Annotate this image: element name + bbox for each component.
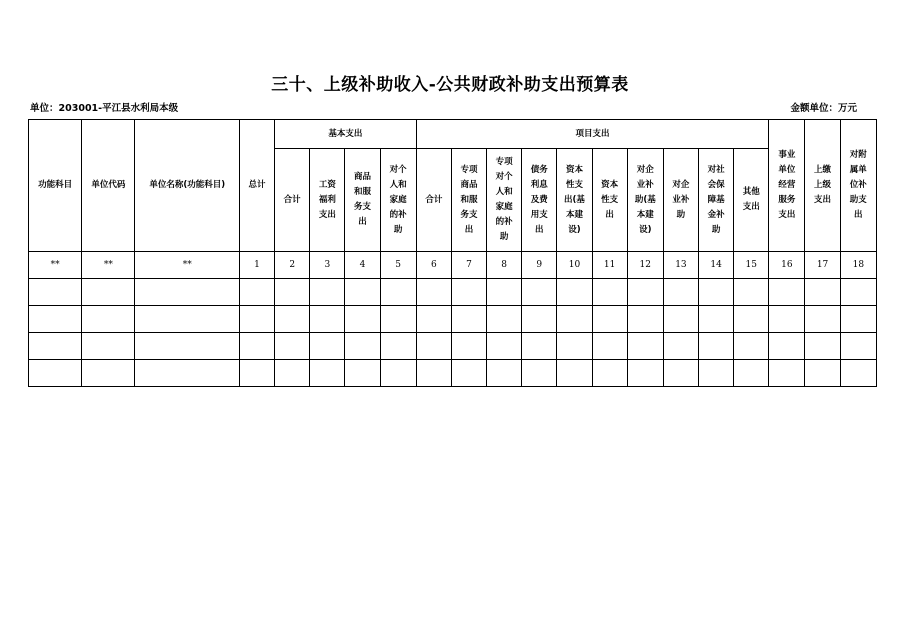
header-project-social-security	[699, 149, 734, 252]
header-business	[769, 120, 805, 252]
budget-table	[28, 119, 877, 387]
header-project-enterprise-construction	[627, 149, 663, 252]
header-project-social-security-text: 对社会保障基金补助	[707, 164, 725, 235]
header-basic-total-text: 合计	[283, 194, 301, 205]
header-affiliated	[840, 120, 876, 252]
header-project-capital-construction-text: 资本性支出(基本建设)	[564, 164, 585, 235]
index-cell: 18	[840, 252, 876, 279]
header-basic-group: 基本支出	[275, 120, 417, 149]
header-basic-goods	[345, 149, 380, 252]
header-project-debt	[522, 149, 557, 252]
unit-label: 单位：203001-平江县水利局本级	[30, 103, 179, 114]
header-func-subject: 功能科目	[29, 120, 82, 252]
index-cell: **	[82, 252, 135, 279]
index-cell: 5	[380, 252, 416, 279]
header-project-enterprise-text: 对企业补助	[672, 179, 690, 220]
index-cell: **	[135, 252, 239, 279]
header-project-capital-text: 资本性支出	[601, 179, 619, 220]
header-basic-wages	[310, 149, 345, 252]
empty-row	[29, 279, 877, 306]
header-project-group: 项目支出	[416, 120, 769, 149]
header-project-debt-text: 债务利息及费用支出	[530, 164, 548, 235]
index-cell: 10	[557, 252, 592, 279]
index-cell: 8	[487, 252, 522, 279]
empty-row	[29, 306, 877, 333]
header-project-total	[416, 149, 451, 252]
header-upper-text: 上缴上级支出	[814, 165, 832, 205]
header-project-capital-construction	[557, 149, 592, 252]
index-cell: 6	[416, 252, 451, 279]
header-basic-personal-text: 对个人和家庭的补助	[389, 164, 407, 235]
index-cell: 3	[310, 252, 345, 279]
header-project-personal-text: 专项对个人和家庭的补助	[495, 157, 513, 242]
amount-unit-label: 金额单位：万元	[790, 103, 857, 114]
header-project-total-text: 合计	[425, 194, 443, 205]
index-cell: 14	[699, 252, 734, 279]
header-project-goods	[451, 149, 486, 252]
empty-row	[29, 333, 877, 360]
header-project-other	[734, 149, 769, 252]
header-upper	[805, 120, 840, 252]
header-business-text: 事业单位经营服务支出	[778, 150, 796, 220]
header-affiliated-text: 对附属单位补助支出	[849, 150, 867, 220]
header-project-goods-text: 专项商品和服务支出	[460, 164, 478, 235]
index-cell: 17	[805, 252, 840, 279]
empty-row	[29, 360, 877, 387]
header-basic-personal	[380, 149, 416, 252]
index-cell: 13	[663, 252, 698, 279]
header-basic-wages-text: 工资福利支出	[318, 179, 336, 220]
header-project-personal	[487, 149, 522, 252]
header-project-capital	[592, 149, 627, 252]
header-basic-goods-text: 商品和服务支出	[353, 172, 371, 227]
page-title: 三十、上级补助收入-公共财政补助支出预算表	[271, 75, 629, 95]
header-project-other-text: 其他支出	[742, 187, 760, 212]
header-basic-total	[275, 149, 310, 252]
index-cell: 7	[451, 252, 486, 279]
index-cell: **	[29, 252, 82, 279]
header-total: 总计	[239, 120, 274, 252]
index-cell: 12	[627, 252, 663, 279]
index-cell: 16	[769, 252, 805, 279]
header-unit-name: 单位名称(功能科目)	[135, 120, 239, 252]
index-cell: 4	[345, 252, 380, 279]
index-cell: 1	[239, 252, 274, 279]
header-project-enterprise-construction-text: 对企业补助(基本建设)	[634, 164, 656, 235]
index-cell: 11	[592, 252, 627, 279]
header-unit-code: 单位代码	[82, 120, 135, 252]
header-project-enterprise	[663, 149, 698, 252]
index-cell: 15	[734, 252, 769, 279]
index-cell: 2	[275, 252, 310, 279]
index-row	[29, 252, 877, 279]
index-cell: 9	[522, 252, 557, 279]
